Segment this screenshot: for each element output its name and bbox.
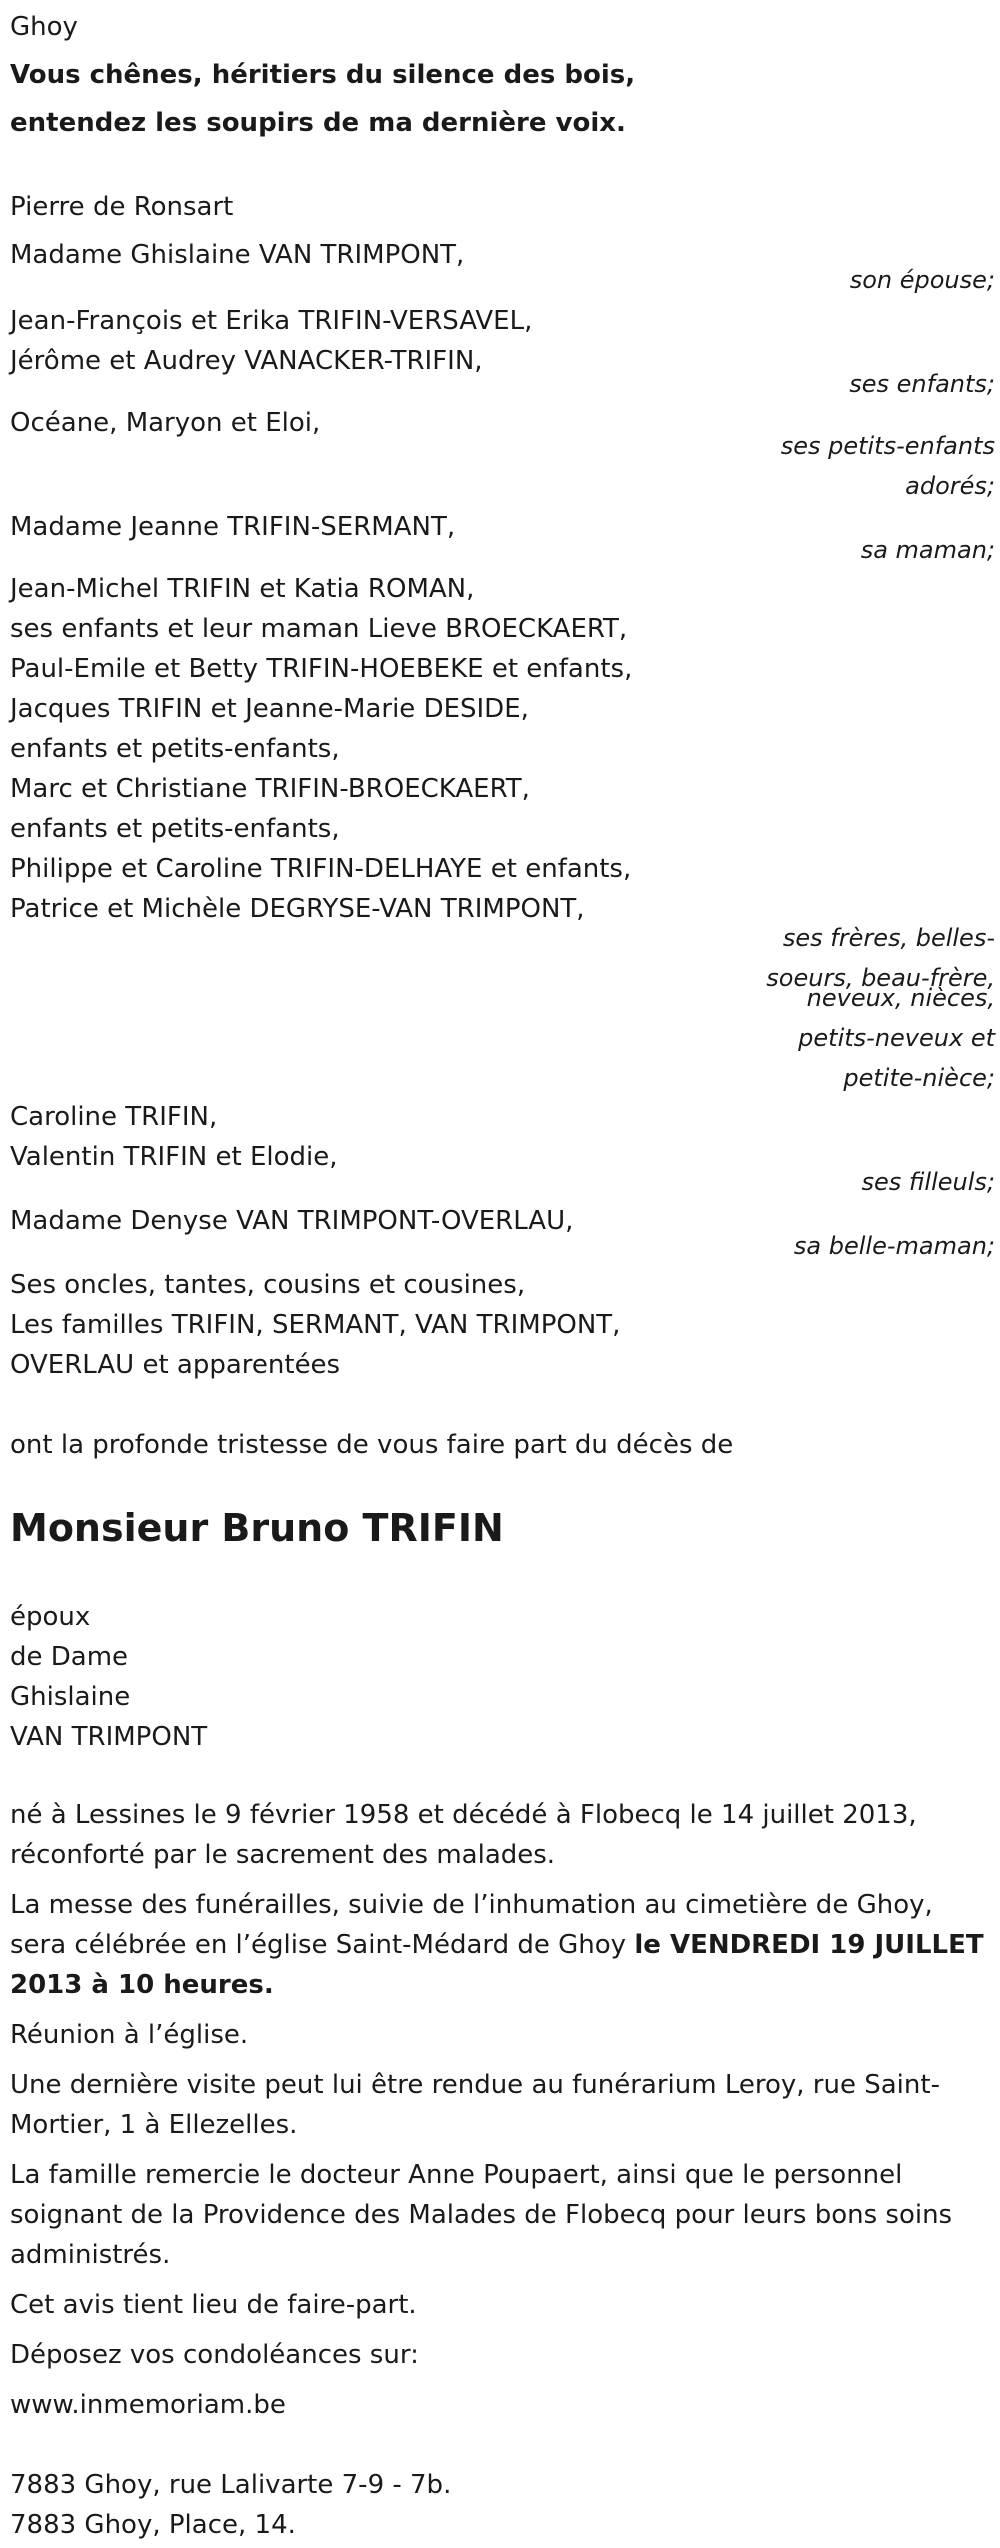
mass-line-2-text: sera célébrée en l’église Saint-Médard de Ghoy (10, 1930, 635, 1960)
children-line-2: Jérôme et Audrey VANACKER-TRIFIN, (10, 346, 483, 376)
place-name: Ghoy (10, 12, 78, 42)
notice-text: Cet avis tient lieu de faire-part. (10, 2290, 417, 2320)
godchildren-role: ses filleuls; (861, 1168, 995, 1196)
mass-date: le VENDREDI 19 JUILLET (634, 1930, 984, 1960)
mother-role: sa maman; (860, 536, 995, 564)
others-line: Les familles TRIFIN, SERMANT, VAN TRIMPONT, (10, 1310, 621, 1340)
godchild-line-2: Valentin TRIFIN et Elodie, (10, 1142, 338, 1172)
birth-line-2: réconforté par le sacrement des malades. (10, 1840, 556, 1870)
sibling-line: Marc et Christiane TRIFIN-BROECKAERT, (10, 774, 530, 804)
sibling-line: Jean-Michel TRIFIN et Katia ROMAN, (10, 574, 475, 604)
address-line: 7883 Ghoy, rue Lalivarte 7-9 - 7b. (10, 2470, 452, 2500)
visit-line-2: Mortier, 1 à Ellezelles. (10, 2110, 298, 2140)
mass-line-2 (10, 1930, 984, 1960)
condolences-text: Déposez vos condoléances sur: (10, 2340, 419, 2370)
sibling-line: enfants et petits-enfants, (10, 734, 340, 764)
poem-line-2: entendez les soupirs de ma dernière voix. (10, 108, 626, 138)
thanks-line-3: administrés. (10, 2240, 171, 2270)
sibling-line: Jacques TRIFIN et Jeanne-Marie DESIDE, (10, 694, 529, 724)
mother-name: Madame Jeanne TRIFIN-SERMANT, (10, 512, 456, 542)
thanks-line-1: La famille remercie le docteur Anne Poupaert, ainsi que le personnel (10, 2160, 903, 2190)
poem-line-1: Vous chênes, héritiers du silence des bois, (10, 60, 636, 90)
spouse-line: VAN TRIMPONT (10, 1722, 208, 1752)
meeting-text: Réunion à l’église. (10, 2020, 249, 2050)
spouse-line: époux (10, 1602, 91, 1632)
sibling-line: ses enfants et leur maman Lieve BROECKAERT, (10, 614, 628, 644)
sibling-line: Patrice et Michèle DEGRYSE-VAN TRIMPONT, (10, 894, 585, 924)
siblings-role-line: petite-nièce; (843, 1064, 995, 1092)
announcement-text: ont la profonde tristesse de vous faire part du décès de (10, 1430, 734, 1460)
siblings-role-line: neveux, nièces, (806, 984, 995, 1012)
siblings-role-line: ses frères, belles- (782, 924, 995, 952)
godchild-line-1: Caroline TRIFIN, (10, 1102, 218, 1132)
poem-author: Pierre de Ronsart (10, 192, 234, 222)
address-line: 7883 Ghoy, Place, 14. (10, 2510, 296, 2540)
thanks-line-2: soignant de la Providence des Malades de Flobecq pour leurs bons soins (10, 2200, 953, 2230)
website-link[interactable]: www.inmemoriam.be (10, 2390, 286, 2420)
mother-in-law-name: Madame Denyse VAN TRIMPONT-OVERLAU, (10, 1206, 574, 1236)
children-line-1: Jean-François et Erika TRIFIN-VERSAVEL, (10, 306, 533, 336)
spouse-line: de Dame (10, 1642, 129, 1672)
siblings-role-line: soeurs, beau-frère, (766, 964, 995, 992)
siblings-role-line: petits-neveux et (798, 1024, 995, 1052)
grandchildren-role-1: ses petits-enfants (780, 432, 995, 460)
grandchildren-role-2: adorés; (905, 472, 995, 500)
spouse-role: son épouse; (849, 266, 995, 294)
birth-line-1: né à Lessines le 9 février 1958 et décédé à Flobecq le 14 juillet 2013, (10, 1800, 917, 1830)
grandchildren-names: Océane, Maryon et Eloi, (10, 408, 321, 438)
deceased-name: Monsieur Bruno TRIFIN (10, 1506, 504, 1550)
children-role: ses enfants; (849, 370, 995, 398)
sibling-line: enfants et petits-enfants, (10, 814, 340, 844)
spouse-name: Madame Ghislaine VAN TRIMPONT, (10, 240, 465, 270)
mother-in-law-role: sa belle-maman; (793, 1232, 995, 1260)
others-line: Ses oncles, tantes, cousins et cousines, (10, 1270, 526, 1300)
visit-line-1: Une dernière visite peut lui être rendue au funérarium Leroy, rue Saint- (10, 2070, 940, 2100)
sibling-line: Paul-Emile et Betty TRIFIN-HOEBEKE et enfants, (10, 654, 633, 684)
spouse-line: Ghislaine (10, 1682, 131, 1712)
mass-time: 2013 à 10 heures. (10, 1970, 274, 2000)
others-line: OVERLAU et apparentées (10, 1350, 341, 1380)
mass-line-1: La messe des funérailles, suivie de l’inhumation au cimetière de Ghoy, (10, 1890, 933, 1920)
sibling-line: Philippe et Caroline TRIFIN-DELHAYE et enfants, (10, 854, 632, 884)
